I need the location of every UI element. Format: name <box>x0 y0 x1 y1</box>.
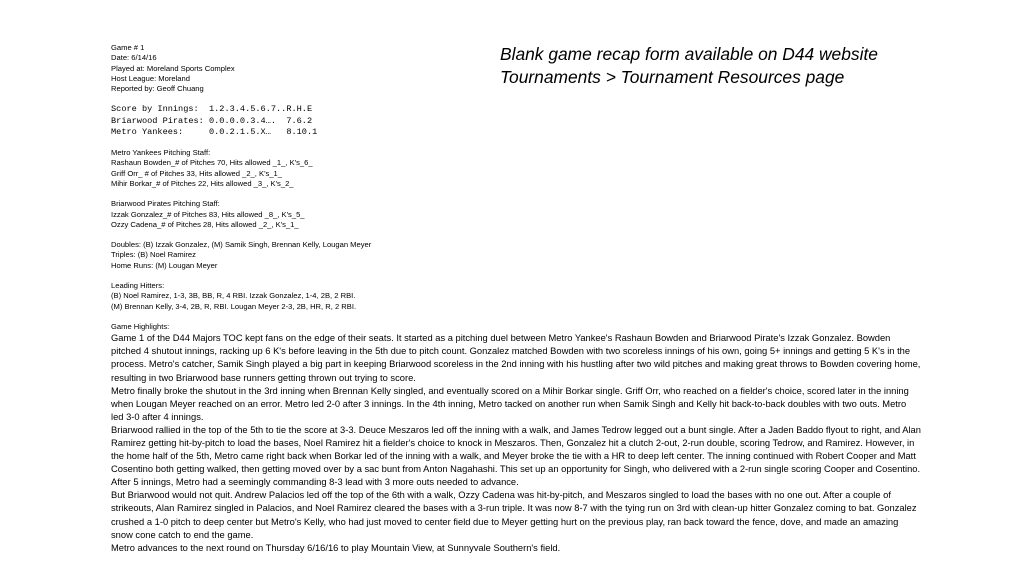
score-row-yankees: Metro Yankees: 0.0.2.1.5.X… 8.10.1 <box>111 126 318 137</box>
score-by-innings <box>111 104 921 138</box>
pitcher-line: Izzak Gonzalez_# of Pitches 83, Hits allowed _8_, K's_5_ <box>111 209 305 219</box>
score-header: Score by Innings: 1.2.3.4.5.6.7..R.H.E <box>111 104 313 115</box>
game-highlights <box>111 332 921 555</box>
game-number: Game # 1 <box>111 43 145 52</box>
extra-base-hits <box>111 240 921 271</box>
section-title: Briarwood Pirates Pitching Staff: <box>111 199 220 209</box>
reporter: Reported by: Geoff Chuang <box>111 84 204 94</box>
triples-line: Triples: (B) Noel Ramirez <box>111 250 196 260</box>
pitcher-line: Rashaun Bowden_# of Pitches 70, Hits allowed _1_, K's_6_ <box>111 158 313 168</box>
highlight-paragraph: Metro finally broke the shutout in the 3rd inning when Brennan Kelly singled, and eventually scored on a Mihir Borkar single. Griff Orr, who reached on a fielder's choice, scored later in the inning when Lougan Meyer reached on an error. Metro led 2-0 after 3 innings. In the 4th inning, Metro tacked on another run when Samik Singh and Kelly hit back-to-back doubles with two outs. Metro led 3-0 after 4 innings. <box>111 385 909 422</box>
game-location: Played at: Moreland Sports Complex <box>111 63 235 73</box>
note-line: Tournaments > Tournament Resources page <box>500 67 845 87</box>
leading-hitters <box>111 281 921 312</box>
highlight-paragraph: Briarwood rallied in the top of the 5th to tie the score at 3-3. Deuce Meszaros led off the inning with a walk, and James Tedrow legged out a bunt single. After a Jaden Baddo flyout to right, and Alan Ramirez getting hit-by-pitch to load the bases, Noel Ramirez hit a fielder's choice to knock in Meszaros. Then, Gonzalez hit a clutch 2-out, 2-run double, scoring Tedrow, and Ramirez. However, in the home half of the 5th, Metro came right back when Borkar led of the inning with a walk, and Meyer broke the tie with a HR to deep left center. The inning continued with Robert Cooper and Matt Cosentino both getting walked, then getting moved over by a sac bunt from Anton Nagahashi. This set up an opportunity for Singh, who delivered with a 2-run single scoring Cooper and Cosentino. After 5 innings, Metro had a seemingly commanding 8-3 lead with 3 more outs needed to advance. <box>111 424 921 488</box>
home-runs-line: Home Runs: (M) Lougan Meyer <box>111 260 218 270</box>
note-line: Blank game recap form available on D44 website <box>500 44 878 64</box>
doubles-line: Doubles: (B) Izzak Gonzalez, (M) Samik Singh, Brennan Kelly, Lougan Meyer <box>111 240 372 250</box>
host-league: Host League: Moreland <box>111 73 190 83</box>
score-row-pirates: Briarwood Pirates: 0.0.0.0.3.4…. 7.6.2 <box>111 115 313 126</box>
hitters-line: (M) Brennan Kelly, 3-4, 2B, R, RBI. Lougan Meyer 2-3, 2B, HR, R, 2 RBI. <box>111 301 357 311</box>
highlight-paragraph: Metro advances to the next round on Thursday 6/16/16 to play Mountain View, at Sunnyvale Southern's field. <box>111 542 561 553</box>
highlights-title: Game Highlights: <box>111 321 170 331</box>
section-title: Leading Hitters: <box>111 281 165 291</box>
highlight-paragraph: But Briarwood would not quit. Andrew Palacios led off the top of the 6th with a walk, Ozzy Cadena was hit-by-pitch, and Meszaros singled to load the bases with no one out. After a couple of strikeouts, Alan Ramirez singled in Palacios, and Noel Ramirez cleared the bases with a 3-run triple. It was now 8-7 with the tying run on 3rd with clean-up hitter Gonzalez coming to bat. Gonzalez crushed a 1-0 pitch to deep center but Metro's Kelly, who had just moved to center field due to Meyer getting hurt on the previous play, ran back toward the fence, dove, and made an amazing snow cone catch to end the game. <box>111 490 917 540</box>
pitcher-line: Griff Orr_ # of Pitches 33, Hits allowed _2_, K's_1_ <box>111 168 282 178</box>
game-date: Date: 6/14/16 <box>111 53 157 63</box>
recap-form-note <box>500 43 980 89</box>
hitters-line: (B) Noel Ramirez, 1-3, 3B, BB, R, 4 RBI. Izzak Gonzalez, 1-4, 2B, 2 RBI. <box>111 291 356 301</box>
highlight-paragraph: Game 1 of the D44 Majors TOC kept fans on the edge of their seats. It started as a pitching duel between Metro Yankee's Rashaun Bowden and Briarwood Pirate's Izzak Gonzalez. Bowden pitched 4 shutout innings, racking up 6 K's before leaving in the 5th due to pitch count. Gonzalez matched Bowden with two scoreless innings of his own, going 5+ innings and getting 5 K's in the process. Metro's catcher, Samik Singh played a big part in keeping Briarwood scoreless in the 2nd inning with his hustling after two wild pitches and making great throws to Bowden covering home, resulting in two Briarwood base runners getting thrown out trying to score. <box>111 333 921 383</box>
game-recap-document <box>111 43 921 555</box>
yankees-pitching-staff <box>111 148 921 189</box>
pitcher-line: Mihir Borkar_# of Pitches 22, Hits allowed _3_, K's_2_ <box>111 178 294 188</box>
pirates-pitching-staff <box>111 199 921 230</box>
section-title: Metro Yankees Pitching Staff: <box>111 148 211 158</box>
pitcher-line: Ozzy Cadena_# of Pitches 28, Hits allowed _2_, K's_1_ <box>111 219 299 229</box>
